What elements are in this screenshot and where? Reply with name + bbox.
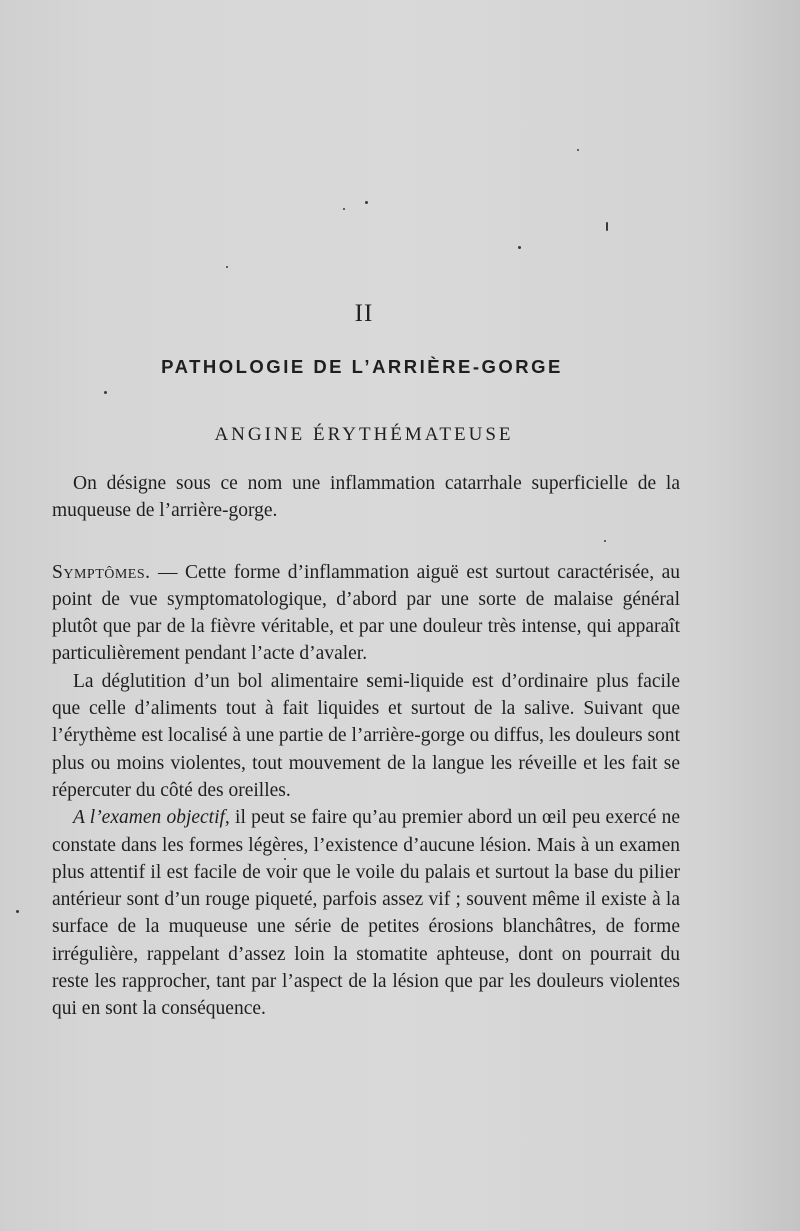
paper-speck: [226, 266, 228, 268]
paper-speck: [104, 391, 107, 394]
paper-speck: [606, 222, 608, 231]
deglutition-paragraph: La déglutition d’un bol alimentaire semi-liquide est d’ordinaire plus facile que celle d’aliments tout à fait liquides et surtout de la salive. Suivant que l’érythème est localisé à une partie de l’arrière-gorge ou diffus, les douleurs sont plus ou moins violentes, tout mouvement de la langue les réveille et les fait se répercuter du côté des oreilles.: [52, 670, 680, 801]
paper-speck: [343, 208, 345, 210]
symptomes-paragraph: [52, 559, 680, 668]
paper-speck: [16, 910, 19, 913]
intro-paragraph: On désigne sous ce nom une inflammation catarrhale superficielle de la muqueuse de l’arrière-gorge.: [52, 473, 680, 522]
chapter-title: PATHOLOGIE DE L’ARRIÈRE-GORGE: [161, 356, 563, 377]
body-text: [52, 470, 680, 1023]
symptomes-label: Symptômes.: [52, 561, 151, 583]
paper-speck: [518, 246, 521, 249]
examen-text: il peut se faire qu’au premier abord un œil peu exercé ne constate dans les formes légères, l’existence d’aucune lésion. Mais à un examen plus attentif il est facile de voir que le voile du palais et surtout la base du pilier antérieur sont d’un rouge piqueté, parfois assez vif ; souvent même il existe à la surface de la muqueuse une série de petites érosions blanchâtres, de forme irrégulière, rappelant d’assez loin la stomatite aphteuse, dont on pourrait du reste les rapprocher, tant par l’aspect de la lésion que par les douleurs violentes qui en sont la conséquence.: [52, 807, 681, 1020]
examen-paragraph: [52, 804, 680, 1022]
symptomes-text: — Cette forme d’inflammation aiguë est surtout caractérisée, au point de vue symptomatologique, d’abord par une sorte de malaise général plutôt que par de la fièvre véritable, et par une douleur très intense, qui apparaît particulièrement pendant l’acte d’avaler.: [52, 561, 680, 665]
examen-label: A l’examen objectif,: [73, 807, 230, 829]
paper-speck: [577, 149, 579, 151]
chapter-number: II: [354, 300, 374, 327]
section-title: ANGINE ÉRYTHÉMATEUSE: [214, 424, 514, 445]
paper-speck: [365, 201, 368, 204]
